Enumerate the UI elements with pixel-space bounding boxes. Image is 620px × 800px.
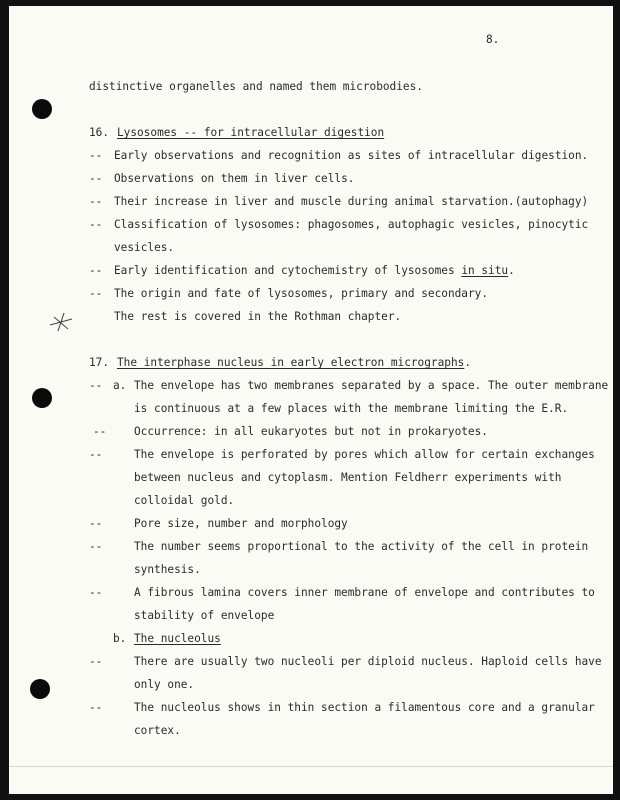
list-dash: -- [89, 448, 103, 461]
list-item: Occurrence: in all eukaryotes but not in prokaryotes. [134, 425, 488, 438]
emphasis-text: in situ [461, 264, 509, 277]
list-item-continuation: stability of envelope [134, 609, 275, 622]
list-dash: -- [89, 287, 103, 300]
punch-hole-bottom [30, 679, 50, 699]
list-dash: -- [89, 517, 103, 530]
list-item-continuation: between nucleus and cytoplasm. Mention Feldherr experiments with [134, 471, 562, 484]
list-item-text: . [508, 264, 515, 277]
list-item: The nucleolus shows in thin section a filamentous core and a granular [134, 701, 595, 714]
list-item: The envelope has two membranes separated by a space. The outer membrane [134, 379, 609, 392]
list-dash: -- [89, 149, 103, 162]
list-dash: -- [89, 195, 103, 208]
list-item: There are usually two nucleoli per diploid nucleus. Haploid cells have [134, 655, 602, 668]
list-item: A fibrous lamina covers inner membrane of envelope and contributes to [134, 586, 595, 599]
section-number: 16. [89, 126, 110, 139]
list-dash: -- [89, 701, 103, 714]
list-item-continuation: is continuous at a few places with the membrane limiting the E.R. [134, 402, 569, 415]
page-edge-line [9, 766, 613, 767]
list-item-continuation: vesicles. [114, 241, 175, 254]
page-number: 8. [486, 33, 500, 46]
section-number: 17. [89, 356, 110, 369]
list-dash: -- [89, 379, 103, 392]
list-item-continuation: colloidal gold. [134, 494, 235, 507]
text-line: The rest is covered in the Rothman chapter. [114, 310, 402, 323]
list-item-text: Early identification and cytochemistry of lysosomes [114, 264, 462, 277]
subsection-label: a. [113, 379, 127, 392]
list-dash: -- [89, 218, 103, 231]
list-item: Their increase in liver and muscle during animal starvation.(autophagy) [114, 195, 589, 208]
list-item: Observations on them in liver cells. [114, 172, 355, 185]
list-dash: -- [89, 655, 103, 668]
section-title: The interphase nucleus in early electron micrographs [117, 356, 465, 369]
section-title-period: . [464, 356, 471, 369]
list-item-continuation: cortex. [134, 724, 181, 737]
list-item: The envelope is perforated by pores which allow for certain exchanges [134, 448, 595, 461]
list-item: Early observations and recognition as sites of intracellular digestion. [114, 149, 589, 162]
list-item: The number seems proportional to the activity of the cell in protein [134, 540, 589, 553]
subsection-title: The nucleolus [134, 632, 221, 645]
document-page [9, 6, 613, 794]
list-dash: -- [93, 425, 107, 438]
list-item [114, 264, 515, 278]
text-line: distinctive organelles and named them microbodies. [89, 80, 423, 93]
asterisk-mark-icon [48, 311, 74, 333]
list-item: Pore size, number and morphology [134, 517, 348, 530]
list-dash: -- [89, 540, 103, 553]
list-dash: -- [89, 264, 103, 277]
subsection-label: b. [113, 632, 127, 645]
punch-hole-top [32, 99, 52, 119]
section-title: Lysosomes -- for intracellular digestion [117, 126, 385, 139]
section-title-row [117, 356, 471, 370]
list-item-continuation: synthesis. [134, 563, 201, 576]
list-dash: -- [89, 586, 103, 599]
list-item-continuation: only one. [134, 678, 195, 691]
punch-hole-middle [32, 388, 52, 408]
list-item: The origin and fate of lysosomes, primary and secondary. [114, 287, 489, 300]
list-dash: -- [89, 172, 103, 185]
list-item: Classification of lysosomes: phagosomes, autophagic vesicles, pinocytic [114, 218, 589, 231]
